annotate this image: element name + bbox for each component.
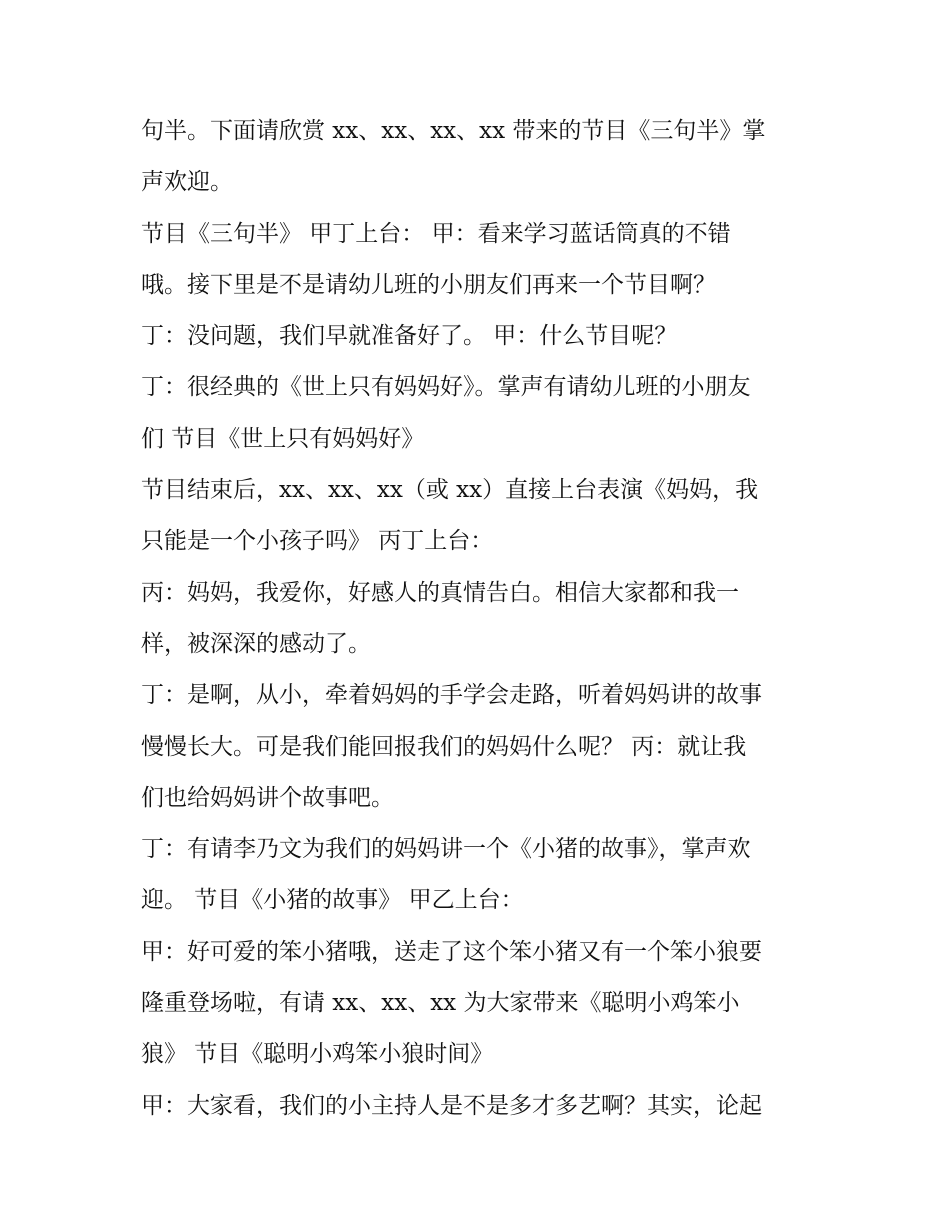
text-line: 丁：没问题，我们早就准备好了。 甲：什么节目呢？ [141,323,678,350]
text-line: 丁：是啊，从小，牵着妈妈的手学会走路，听着妈妈讲的故事 [141,682,762,709]
text-line: 丙：妈妈，我爱你，好感人的真情告白。相信大家都和我一 [141,579,739,606]
text-line: 声欢迎。 [141,169,233,196]
text-line: 节目结束后，xx、xx、xx（或 xx）直接上台表演《妈妈，我 [141,477,759,504]
text-line: 狼》 节目《聪明小鸡笨小狼时间》 [141,1041,494,1068]
text-line: 们也给妈妈讲个故事吧。 [141,784,394,811]
text-line: 甲：大家看，我们的小主持人是不是多才多艺啊？其实，论起 [141,1092,762,1119]
text-line: 丁：有请李乃文为我们的妈妈讲一个《小猪的故事》，掌声欢 [141,836,751,863]
document-body [141,106,821,1132]
text-line: 句半。下面请欣赏 xx、xx、xx、xx 带来的节目《三句半》掌 [141,118,766,144]
text-line: 隆重登场啦，有请 xx、xx、xx 为大家带来《聪明小鸡笨小 [141,990,740,1017]
text-line: 慢慢长大。可是我们能回报我们的妈妈什么呢？ 丙：就让我 [141,733,747,760]
text-line: 迎。 节目《小猪的故事》 甲乙上台： [141,887,524,914]
text-line: 丁：很经典的《世上只有妈妈好》。掌声有请幼儿班的小朋友 [141,374,751,401]
text-line: 只能是一个小孩子吗》 丙丁上台： [141,528,494,555]
text-line: 节目《三句半》 甲丁上台： 甲：看来学习蓝话筒真的不错 [141,220,731,247]
text-line: 样，被深深的感动了。 [141,630,371,657]
text-line: 哦。接下里是不是请幼儿班的小朋友们再来一个节目啊？ [141,271,716,298]
text-line: 甲：好可爱的笨小猪哦，送走了这个笨小猪又有一个笨小狼要 [141,938,762,965]
text-line: 们 节目《世上只有妈妈好》 [141,425,425,452]
